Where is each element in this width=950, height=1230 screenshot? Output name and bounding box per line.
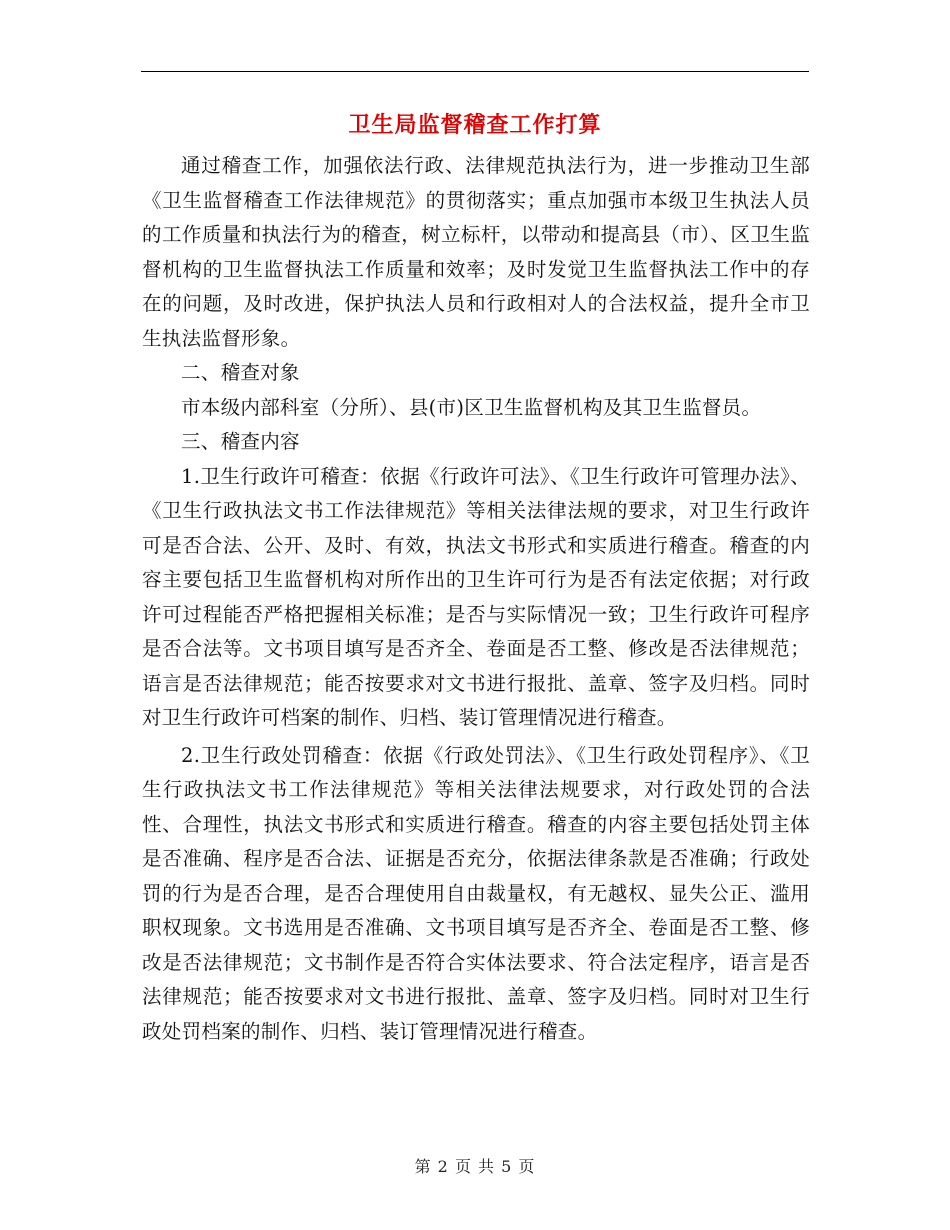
heading-inspection-targets: 二、稽查对象	[181, 361, 300, 384]
paragraph-intro: 通过稽查工作，加强依法行政、法律规范执法行为，进一步推动卫生部《卫生监督稽查工作法律规范》的贯彻落实；重点加强市本级卫生执法人员的工作质量和执法行为的稽查，树立标杆，以带动和提高县（市）、区卫生监督机构的卫生监督执法工作质量和效率；及时发觉卫生监督执法工作中的存在的问题，及时改进，保护执法人员和行政相对人的合法权益，提升全市卫生执法监督形象。	[142, 154, 810, 350]
heading-inspection-content: 三、稽查内容	[181, 430, 300, 453]
paragraph-licensing-inspection: 1.卫生行政许可稽查：依据《行政许可法》、《卫生行政许可管理办法》、《卫生行政执法文书工作法律规范》等相关法律法规的要求，对卫生行政许可是否合法、公开、及时、有效，执法文书形式和实质进行稽查。稽查的内容主要包括卫生监督机构对所作出的卫生许可行为是否有法定依据；对行政许可过程能否严格把握相关标准；是否与实际情况一致；卫生行政许可程序是否合法等。文书项目填写是否齐全、卷面是否工整、修改是否法律规范；语言是否法律规范；能否按要求对文书进行报批、盖章、签字及归档。同时对卫生行政许可档案的制作、归档、装订管理情况进行稽查。	[142, 464, 810, 729]
page-number-footer: 第 2 页 共 5 页	[414, 1157, 536, 1176]
paragraph-penalty-inspection: 2.卫生行政处罚稽查：依据《行政处罚法》、《卫生行政处罚程序》、《卫生行政执法文书工作法律规范》等相关法律法规要求，对行政处罚的合法性、合理性，执法文书形式和实质进行稽查。稽查的内容主要包括处罚主体是否准确、程序是否合法、证据是否充分，依据法律条款是否准确；行政处罚的行为是否合理，是否合理使用自由裁量权，有无越权、显失公正、滥用职权现象。文书选用是否准确、文书项目填写是否齐全、卷面是否工整、修改是否法律规范；文书制作是否符合实体法要求、符合法定程序，语言是否法律规范；能否按要求对文书进行报批、盖章、签字及归档。同时对卫生行政处罚档案的制作、归档、装订管理情况进行稽查。	[142, 743, 810, 1043]
header-rule	[141, 71, 809, 72]
document-body	[142, 149, 810, 1049]
paragraph-inspection-targets: 市本级内部科室（分所）、县(市)区卫生监督机构及其卫生监督员。	[181, 395, 762, 419]
document-title: 卫生局监督稽查工作打算	[348, 112, 602, 138]
